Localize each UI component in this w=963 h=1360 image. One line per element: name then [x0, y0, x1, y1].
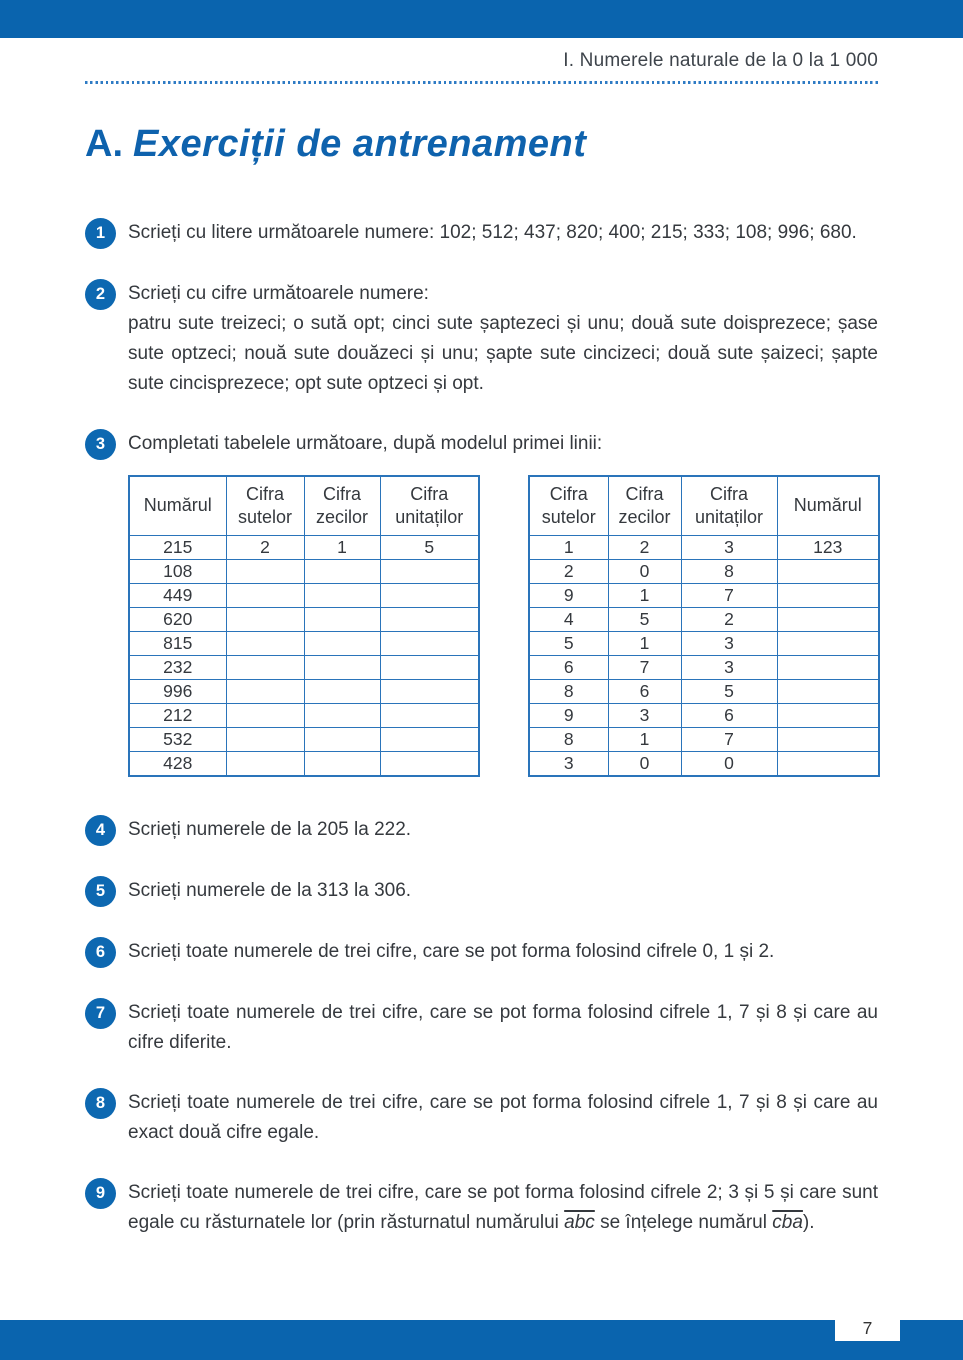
chapter-heading: I. Numerele naturale de la 0 la 1 000 [563, 50, 878, 71]
table-cell [304, 751, 380, 776]
exercise-4 [85, 815, 878, 846]
table-row [129, 583, 479, 607]
table-cell: 1 [608, 631, 681, 655]
tables-row [128, 475, 878, 777]
table-row [529, 535, 879, 559]
table-cell: 6 [608, 679, 681, 703]
table-cell: 8 [529, 727, 608, 751]
table-cell: 1 [304, 535, 380, 559]
exercise-body [128, 998, 878, 1058]
place-value-table-left [128, 475, 480, 777]
overline-abc: $\overline{abc}$ [564, 1211, 595, 1233]
table-cell: 212 [129, 703, 226, 727]
exercise-5 [85, 876, 878, 907]
table-cell: 2 [681, 607, 777, 631]
table-cell [226, 559, 304, 583]
exercise-body [128, 1088, 878, 1148]
exercise-number-badge: 7 [85, 998, 116, 1029]
exercise-number-badge: 1 [85, 218, 116, 249]
exercise-number-badge: 2 [85, 279, 116, 310]
table-cell: 3 [529, 751, 608, 776]
table-cell: 0 [681, 751, 777, 776]
table-cell [777, 631, 879, 655]
exercise-number-badge: 9 [85, 1178, 116, 1209]
table-cell [777, 559, 879, 583]
exercise-text [128, 1178, 878, 1238]
table-cell: 2 [226, 535, 304, 559]
table-cell: 9 [529, 583, 608, 607]
exercise-body [128, 937, 878, 967]
footer-bar [0, 1317, 963, 1360]
table-cell [380, 751, 479, 776]
table-cell: 449 [129, 583, 226, 607]
table-cell: 1 [608, 583, 681, 607]
exercise-text-part: se înțelege numărul [594, 1211, 773, 1233]
exercise-6 [85, 937, 878, 968]
table-cell [226, 607, 304, 631]
page-number: 7 [835, 1315, 900, 1341]
table-cell: 2 [608, 535, 681, 559]
table-row [129, 751, 479, 776]
table-cell [380, 655, 479, 679]
table-cell [304, 727, 380, 751]
exercise-number-badge: 3 [85, 429, 116, 460]
table-cell [380, 607, 479, 631]
column-header: Cifra zecilor [608, 476, 681, 535]
exercise-number-badge: 5 [85, 876, 116, 907]
table-cell [777, 703, 879, 727]
exercise-text: Scrieți toate numerele de trei cifre, care se pot forma folosind cifrele 1, 7 și 8 și care au cifre diferite. [128, 1001, 878, 1053]
table-row [129, 607, 479, 631]
table-cell [304, 559, 380, 583]
table-header-row [529, 476, 879, 535]
table-row [529, 655, 879, 679]
table-row [129, 727, 479, 751]
table-cell [777, 607, 879, 631]
exercise-3 [85, 429, 878, 777]
table-cell [380, 631, 479, 655]
table-cell [777, 655, 879, 679]
overline-cba: $\overline{cba}$ [772, 1211, 803, 1233]
table-row [129, 679, 479, 703]
table-row [529, 583, 879, 607]
column-header: Cifra sutelor [226, 476, 304, 535]
exercise-body [128, 815, 878, 845]
section-letter: A. [85, 123, 123, 165]
table-cell: 0 [608, 559, 681, 583]
table-cell: 996 [129, 679, 226, 703]
table-cell: 6 [681, 703, 777, 727]
exercise-text: Scrieți numerele de la 313 la 306. [128, 879, 412, 901]
table-cell [226, 703, 304, 727]
exercise-1 [85, 218, 878, 249]
table-header-row [129, 476, 479, 535]
table-cell [304, 703, 380, 727]
table-cell [777, 679, 879, 703]
table-cell [304, 583, 380, 607]
exercise-body [128, 876, 878, 906]
exercise-text-part: ). [802, 1211, 815, 1233]
table-cell: 5 [608, 607, 681, 631]
exercise-body [128, 1178, 878, 1238]
table-cell [226, 727, 304, 751]
column-header: Numărul [129, 476, 226, 535]
section-title-text: Exerciții de antrenament [133, 123, 587, 165]
table-cell: 232 [129, 655, 226, 679]
top-accent-bar [0, 0, 963, 38]
table-cell [304, 655, 380, 679]
table-cell: 0 [608, 751, 681, 776]
exercise-7 [85, 998, 878, 1058]
table-cell: 7 [608, 655, 681, 679]
table-cell [226, 583, 304, 607]
table-cell: 9 [529, 703, 608, 727]
exercise-intro-text: Scrieți cu cifre următoarele numere: [128, 283, 429, 304]
table-cell [226, 679, 304, 703]
table-cell: 123 [777, 535, 879, 559]
dotted-divider [85, 81, 878, 84]
table-cell: 8 [529, 679, 608, 703]
table-cell [380, 583, 479, 607]
table-cell [777, 727, 879, 751]
table-cell: 5 [681, 679, 777, 703]
exercise-text-part: Scrieți toate numerele de trei cifre, care se pot forma folosind cifrele 2; 3 și 5 și care sunt egale cu răsturnatele lor (prin răsturnatul numărului [128, 1181, 878, 1233]
table-row [529, 751, 879, 776]
exercise-text: patru sute treizeci; o sută opt; cinci sute șaptezeci și unu; două sute doisprezece; șase sute optzeci; nouă sute douăzeci și unu; șapte sute cincizeci; două sute șaizeci; șapte sute cincisprezece; opt sute optzeci și opt. [128, 313, 878, 394]
exercise-2 [85, 279, 878, 399]
table-row [529, 727, 879, 751]
column-header: Numărul [777, 476, 879, 535]
table-cell [226, 751, 304, 776]
place-value-table-right [528, 475, 880, 777]
table-row [529, 703, 879, 727]
table-cell: 2 [529, 559, 608, 583]
exercise-body [128, 429, 878, 777]
column-header: Cifra unitaților [380, 476, 479, 535]
table-cell [380, 703, 479, 727]
exercise-text: Scrieți numerele de la 205 la 222. [128, 818, 412, 840]
column-header: Cifra sutelor [529, 476, 608, 535]
table-cell [380, 727, 479, 751]
table-cell: 7 [681, 583, 777, 607]
table-cell: 428 [129, 751, 226, 776]
exercise-number-badge: 6 [85, 937, 116, 968]
exercise-number-badge: 8 [85, 1088, 116, 1119]
table-row [529, 631, 879, 655]
table-row [529, 607, 879, 631]
exercise-8 [85, 1088, 878, 1148]
exercise-body [128, 218, 878, 248]
table-cell: 3 [681, 631, 777, 655]
table-cell: 1 [608, 727, 681, 751]
table-cell: 3 [608, 703, 681, 727]
table-row [129, 655, 479, 679]
table-cell: 4 [529, 607, 608, 631]
table-cell: 215 [129, 535, 226, 559]
table-cell [777, 751, 879, 776]
table-row [129, 631, 479, 655]
table-cell: 815 [129, 631, 226, 655]
column-header: Cifra zecilor [304, 476, 380, 535]
exercise-body [128, 279, 878, 399]
exercise-text: Scrieți toate numerele de trei cifre, care se pot forma folosind cifrele 1, 7 și 8 și care au exact două cifre egale. [128, 1091, 878, 1143]
table-cell [777, 583, 879, 607]
table-cell [304, 679, 380, 703]
exercise-text: Scrieți toate numerele de trei cifre, care se pot forma folosind cifrele 0, 1 și 2. [128, 940, 775, 962]
table-row [529, 559, 879, 583]
exercise-text: Completati tabelele următoare, după modelul primei linii: [128, 433, 603, 454]
table-cell: 1 [529, 535, 608, 559]
table-cell: 8 [681, 559, 777, 583]
exercise-list [0, 218, 963, 1238]
section-title [85, 121, 878, 168]
table-cell: 5 [380, 535, 479, 559]
table-row [129, 703, 479, 727]
table-row [129, 535, 479, 559]
table-cell: 6 [529, 655, 608, 679]
table-cell: 532 [129, 727, 226, 751]
table-cell [380, 679, 479, 703]
exercise-number-badge: 4 [85, 815, 116, 846]
exercise-text: Scrieți cu litere următoarele numere: 102; 512; 437; 820; 400; 215; 333; 108; 996; 680. [128, 222, 857, 243]
table-cell: 7 [681, 727, 777, 751]
column-header: Cifra unitaților [681, 476, 777, 535]
table-cell: 620 [129, 607, 226, 631]
exercise-9 [85, 1178, 878, 1238]
table-row [529, 679, 879, 703]
table-row [129, 559, 479, 583]
table-cell: 3 [681, 535, 777, 559]
table-cell [304, 607, 380, 631]
table-cell [380, 559, 479, 583]
table-cell: 5 [529, 631, 608, 655]
table-cell: 3 [681, 655, 777, 679]
table-cell [304, 631, 380, 655]
table-cell [226, 655, 304, 679]
table-cell: 108 [129, 559, 226, 583]
table-cell [226, 631, 304, 655]
